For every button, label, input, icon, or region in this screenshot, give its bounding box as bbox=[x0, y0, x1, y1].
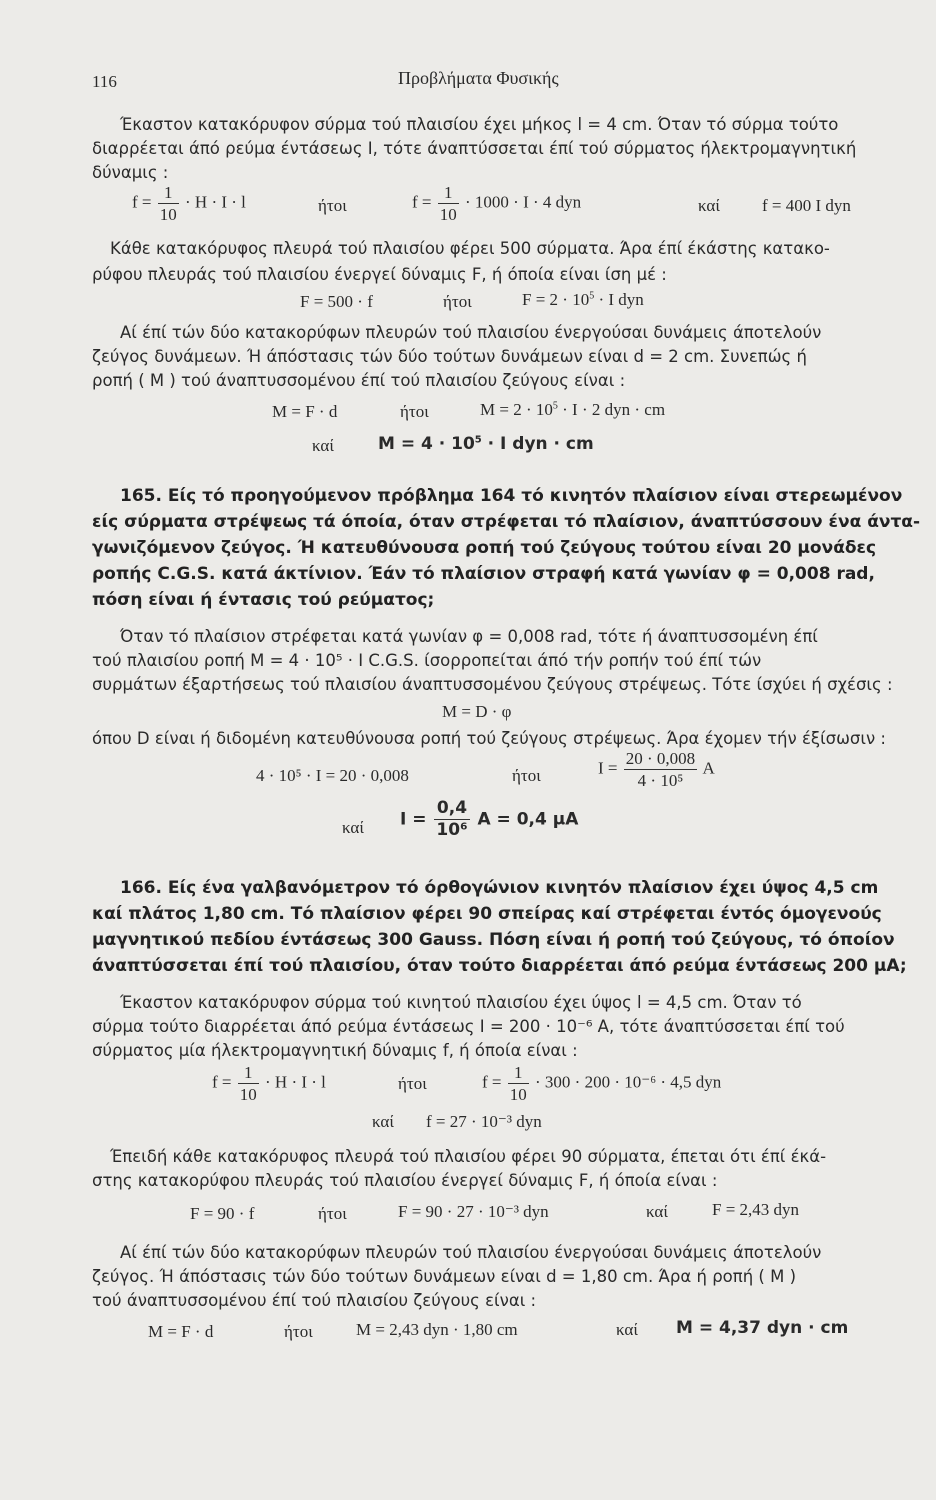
fraction: $\frac{1}{10}$ bbox=[159, 183, 177, 224]
page-number: 116 bbox=[92, 72, 117, 91]
problem-statement-line: καί πλάτος 1,80 cm. Τό πλαίσιον φέρει 90 σπείρας καί στρέφεται έντός όμογενούς bbox=[92, 904, 882, 924]
equation: f = $\frac{1}{10}$ · H · I · l bbox=[212, 1063, 326, 1104]
equation-result: I = $\frac{0,4}{\text{10⁶}}$ A = 0,4 μA bbox=[400, 798, 579, 840]
equation-result: M = 4,37 dyn · cm bbox=[676, 1318, 849, 1338]
equation-result: f = 27 · 10⁻³ dyn bbox=[426, 1112, 542, 1131]
equation: M = D · φ bbox=[442, 702, 512, 721]
kai: καί bbox=[698, 196, 720, 215]
kai: καί bbox=[616, 1320, 638, 1339]
text-line: Έπειδή κάθε κατακόρυφος πλευρά τού πλαισίου φέρει 90 σύρματα, έπεται ότι έπί έκά- bbox=[110, 1147, 827, 1166]
kai: καί bbox=[312, 436, 334, 455]
problem-statement-line: ροπής C.G.S. κατά άκτίνιον. Έάν τό πλαίσιον στραφή κατά γωνίαν φ = 0,008 rad, bbox=[92, 564, 875, 584]
text-line: διαρρέεται άπό ρεύμα έντάσεως I, τότε άναπτύσσεται έπί τού σύρματος ήλεκτρομαγνητική bbox=[92, 139, 857, 158]
problem-statement-line: άναπτύσσεται έπί τού πλαισίου, όταν τούτο διαρρέεται άπό ρεύμα έντάσεως 200 μA; bbox=[92, 956, 907, 976]
equation: 4 · 10⁵ · I = 20 · 0,008 bbox=[256, 766, 409, 785]
etoi: ήτοι bbox=[443, 292, 472, 311]
text-line: Αί έπί τών δύο κατακορύφων πλευρών τού πλαισίου ένεργούσαι δυνάμεις άποτελούν bbox=[120, 1243, 822, 1262]
equation: f = $\frac{1}{10}$ · 300 · 200 · 10⁻⁶ · 4,5 dyn bbox=[482, 1063, 722, 1104]
equation: f = $\frac{1}{10}$ · H · I · l bbox=[132, 183, 246, 224]
equation: M = F · d bbox=[272, 402, 338, 421]
kai: καί bbox=[342, 818, 364, 837]
equation: F = 90 · 27 · 10⁻³ dyn bbox=[398, 1202, 549, 1221]
text-line: ροπή ( M ) τού άναπτυσσομένου έπί τού πλαισίου ζεύγους είναι : bbox=[92, 371, 626, 390]
problem-statement-line: 166. Είς ένα γαλβανόμετρον τό όρθογώνιον κινητόν πλαίσιον έχει ύψος 4,5 cm bbox=[120, 878, 879, 898]
text-line: Αί έπί τών δύο κατακορύφων πλευρών τού πλαισίου ένεργούσαι δυνάμεις άποτελούν bbox=[120, 323, 822, 342]
text-line: ρύφου πλευράς τού πλαισίου ένεργεί δύναμις F, ή όποία είναι ίση μέ : bbox=[92, 265, 667, 284]
problem-statement-line: μαγνητικού πεδίου έντάσεως 300 Gauss. Πόση είναι ή ροπή τού ζεύγους, τό όποίον bbox=[92, 930, 895, 950]
problem-statement-line: πόση είναι ή έντασις τού ρεύματος; bbox=[92, 590, 435, 610]
running-title: Προβλήματα Φυσικής bbox=[398, 68, 559, 88]
fraction: $\frac{1}{10}$ bbox=[509, 1063, 527, 1104]
equation-result: f = 400 I dyn bbox=[762, 196, 851, 215]
equation: $F = 2 \cdot 10^5 \cdot I$ dyn bbox=[522, 290, 644, 309]
fraction: $\frac{1}{10}$ bbox=[439, 183, 457, 224]
equation: M = F · d bbox=[148, 1322, 214, 1341]
fraction: $\frac{0,4}{\text{10⁶}}$ bbox=[436, 798, 468, 840]
equation: M = 2,43 dyn · 1,80 cm bbox=[356, 1320, 518, 1339]
text-line: Έκαστον κατακόρυφον σύρμα τού πλαισίου έχει μήκος l = 4 cm. Όταν τό σύρμα τούτο bbox=[120, 115, 839, 134]
equation: $M = 2 \cdot 10^5 \cdot I \cdot 2$ dyn · cm bbox=[480, 400, 666, 419]
text-line: όπου D είναι ή διδομένη κατευθύνουσα ροπή τού ζεύγους στρέψεως. Άρα έχομεν τήν έξίσωσιν : bbox=[92, 729, 886, 748]
text-line: Έκαστον κατακόρυφον σύρμα τού κινητού πλαισίου έχει ύψος l = 4,5 cm. Όταν τό bbox=[120, 993, 802, 1012]
etoi: ήτοι bbox=[284, 1322, 313, 1341]
problem-statement-line: είς σύρματα στρέψεως τά όποία, όταν στρέφεται τό πλαίσιον, άναπτύσσουν ένα άντα- bbox=[92, 512, 921, 532]
equation-result: F = 2,43 dyn bbox=[712, 1200, 800, 1219]
equation: F = 90 · f bbox=[190, 1204, 255, 1223]
etoi: ήτοι bbox=[400, 402, 429, 421]
problem-statement-line: γωνιζόμενον ζεύγος. Ή κατευθύνουσα ροπή τού ζεύγους τούτου είναι 20 μονάδες bbox=[92, 538, 877, 558]
fraction: $\frac{20 \cdot 0,008}{\text{4 · 10⁵}}$ bbox=[625, 749, 696, 790]
text-line: Όταν τό πλαίσιον στρέφεται κατά γωνίαν φ = 0,008 rad, τότε ή άναπτυσσομένη έπί bbox=[120, 627, 818, 646]
kai: καί bbox=[372, 1112, 394, 1131]
text-line: συρμάτων έξαρτήσεως τού πλαισίου άναπτυσσομένου ζεύγους στρέψεως. Τότε ίσχύει ή σχέσις : bbox=[92, 675, 893, 694]
equation-result: $M = 4 \cdot 10^5 \cdot I$ dyn · cm bbox=[378, 434, 594, 454]
equation: f = $\frac{1}{10}$ · 1000 · I · 4 dyn bbox=[412, 183, 582, 224]
text-line: Κάθε κατακόρυφος πλευρά τού πλαισίου φέρει 500 σύρματα. Άρα έπί έκάστης κατακο- bbox=[110, 239, 830, 258]
text-line: δύναμις : bbox=[92, 163, 169, 182]
etoi: ήτοι bbox=[512, 766, 541, 785]
kai: καί bbox=[646, 1202, 668, 1221]
text-line: ζεύγος δυνάμεων. Ή άπόστασις τών δύο τούτων δυνάμεων είναι d = 2 cm. Συνεπώς ή bbox=[92, 347, 807, 366]
problem-statement-line: 165. Είς τό προηγούμενον πρόβλημα 164 τό κινητόν πλαίσιον είναι στερεωμένον bbox=[120, 486, 903, 506]
text-line: τού άναπτυσσομένου έπί τού πλαισίου ζεύγους είναι : bbox=[92, 1291, 537, 1310]
text-line: ζεύγος. Ή άπόστασις τών δύο τούτων δυνάμεων είναι d = 1,80 cm. Άρα ή ροπή ( M ) bbox=[92, 1267, 797, 1286]
equation: F = 500 · f bbox=[300, 292, 373, 311]
text-line: στης κατακορύφου πλευράς τού πλαισίου ένεργεί δύναμις F, ή όποία είναι : bbox=[92, 1171, 718, 1190]
etoi: ήτοι bbox=[398, 1074, 427, 1093]
text-line: τού πλαισίου ροπή M = 4 · 10⁵ · I C.G.S. ίσορροπείται άπό τήν ροπήν τού έπί τών bbox=[92, 651, 762, 670]
text-line: σύρματος μία ήλεκτρομαγνητική δύναμις f, ή όποία είναι : bbox=[92, 1041, 578, 1060]
equation: I = $\frac{20 \cdot 0,008}{\text{4 · 10⁵}}$ A bbox=[598, 749, 715, 790]
text-line: σύρμα τούτο διαρρέεται άπό ρεύμα έντάσεως I = 200 · 10⁻⁶ A, τότε άναπτύσσεται έπί τού bbox=[92, 1017, 845, 1036]
etoi: ήτοι bbox=[318, 1204, 347, 1223]
etoi: ήτοι bbox=[318, 196, 347, 215]
fraction: $\frac{1}{10}$ bbox=[239, 1063, 257, 1104]
